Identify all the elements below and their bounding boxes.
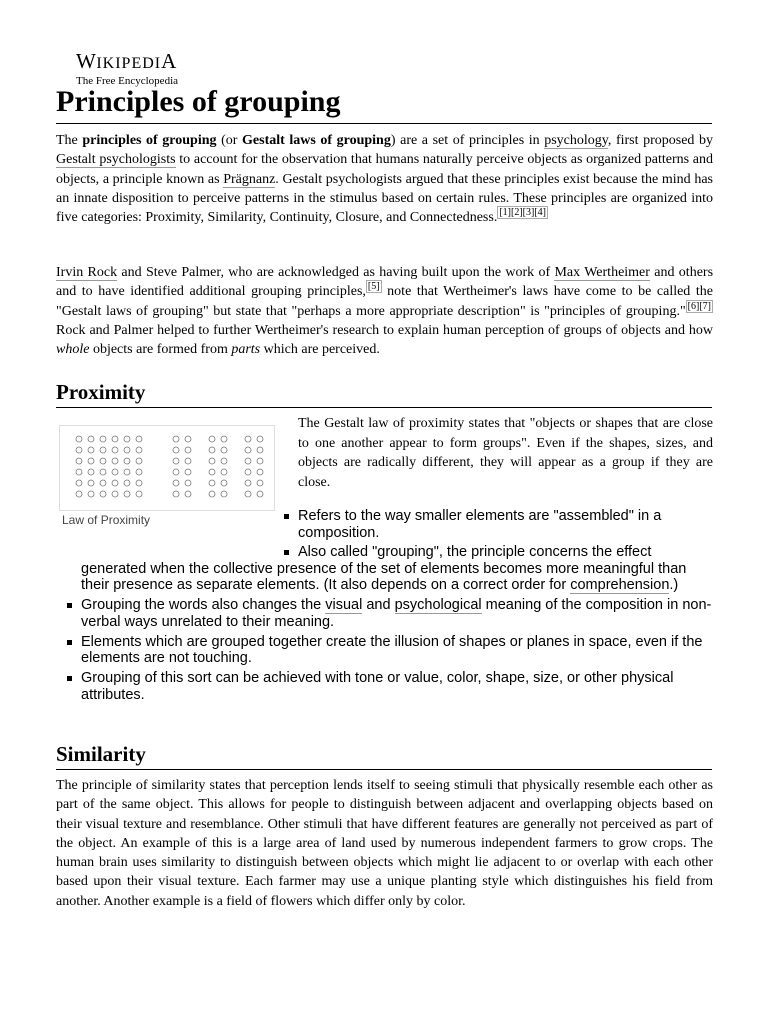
proximity-dot [221, 480, 227, 486]
proximity-dot [100, 480, 106, 486]
proximity-dot [88, 458, 94, 464]
proximity-dot [88, 480, 94, 486]
proximity-dot [100, 458, 106, 464]
proximity-dot [173, 458, 179, 464]
list-item: Also called "grouping", the principle concerns the effect generated when the collective presence of the set of elements becomes more meaningful than their presence as separate elements. (It also depends on a correct order for comprehension.) [81, 544, 713, 594]
reference-1-4[interactable]: [1][2][3][4] [499, 207, 546, 219]
proximity-dot [185, 491, 191, 497]
page-title: Principles of grouping [56, 84, 712, 124]
proximity-dot [100, 491, 106, 497]
proximity-dot [257, 447, 263, 453]
list-item: Grouping of this sort can be achieved with tone or value, color, shape, size, or other physical attributes. [81, 670, 713, 703]
similarity-paragraph: The principle of similarity states that perception lends itself to seeing stimuli that physically resemble each other as part of the same object. This allows for people to distinguish between adjacent and overlapping objects based on their visual texture and resemblance. Other stimuli that have different features are generally not perceived as part of the object. An example of this is a large area of land used by numerous independent farmers to grow crops. The human brain uses similarity to distinguish between objects which might lie adjacent to or overlap with each other based upon their visual texture. Each farmer may use a unique planting style which distinguishes his field from another. Another example is a field of flowers which differ only by color. [56, 778, 713, 909]
proximity-dot [245, 491, 251, 497]
intro-paragraph-1: The principles of grouping (or Gestalt laws of grouping) are a set of principles in psychology, first proposed by Gestalt psychologists to account for the observation that humans naturally perceive objects as organized patterns and objects, a principle known as Prägnanz. Gestalt psychologists argued that these principles exist because the mind has an innate disposition to perceive patterns in the stimulus based on certain rules. These principles are organized into five categories: Proximity, Similarity, Continuity, Closure, and Connectedness. [1][2][3][4] [56, 133, 714, 226]
wikipedia-logo[interactable] [76, 50, 178, 87]
proximity-dot [112, 458, 118, 464]
psychology-link[interactable]: psychology [544, 133, 608, 148]
gestalt-psychologists-link[interactable]: Gestalt psychologists [56, 152, 176, 168]
proximity-dot [221, 469, 227, 475]
proximity-dot [88, 491, 94, 497]
proximity-dot [136, 436, 142, 442]
proximity-dot [112, 436, 118, 442]
proximity-dot [88, 447, 94, 453]
proximity-dot [173, 447, 179, 453]
proximity-dot [221, 491, 227, 497]
list-item: Refers to the way smaller elements are "assembled" in a composition. [298, 508, 713, 541]
proximity-dot [173, 436, 179, 442]
figure-caption: Law of Proximity [62, 513, 151, 527]
proximity-dot [209, 480, 215, 486]
proximity-dot [136, 480, 142, 486]
proximity-dot [136, 469, 142, 475]
proximity-dot [76, 458, 82, 464]
proximity-dot [185, 469, 191, 475]
psychological-link[interactable]: psychological [394, 597, 482, 613]
proximity-dot [185, 480, 191, 486]
proximity-dot [124, 469, 130, 475]
proximity-dot [185, 458, 191, 464]
proximity-dot [76, 480, 82, 486]
proximity-dot [245, 436, 251, 442]
proximity-dot [88, 436, 94, 442]
proximity-dot [257, 458, 263, 464]
proximity-dot [136, 447, 142, 453]
proximity-dot [173, 469, 179, 475]
proximity-dot [257, 480, 263, 486]
proximity-dot [88, 469, 94, 475]
proximity-dot [209, 447, 215, 453]
proximity-dot [124, 436, 130, 442]
proximity-dot [76, 436, 82, 442]
proximity-dot [245, 469, 251, 475]
reference-5[interactable]: [5] [367, 281, 380, 293]
max-wertheimer-link[interactable]: Max Wertheimer [554, 265, 650, 280]
logo-tagline: The Free Encyclopedia [76, 75, 179, 87]
proximity-dot [112, 491, 118, 497]
visual-link[interactable]: visual [325, 597, 363, 613]
proximity-dot [100, 469, 106, 475]
proximity-dot [185, 447, 191, 453]
proximity-dot [76, 447, 82, 453]
proximity-dot [76, 469, 82, 475]
proximity-dot [221, 447, 227, 453]
proximity-dot [221, 458, 227, 464]
proximity-dot [112, 469, 118, 475]
proximity-dot [209, 469, 215, 475]
proximity-dot [112, 447, 118, 453]
proximity-dot [209, 458, 215, 464]
proximity-dot [185, 436, 191, 442]
proximity-description: The Gestalt law of proximity states that "objects or shapes that are close to one another appear to form groups". Even if the shapes, sizes, and objects are radically different, they will appear as a group if they are close. [298, 416, 713, 490]
proximity-dot [221, 436, 227, 442]
proximity-dot [257, 491, 263, 497]
proximity-dot [100, 447, 106, 453]
proximity-dot [136, 491, 142, 497]
proximity-dot [257, 469, 263, 475]
proximity-dot [100, 436, 106, 442]
irvin-rock-link[interactable]: Irvin Rock [56, 265, 118, 280]
comprehension-link[interactable]: comprehension [570, 577, 670, 593]
list-item: Elements which are grouped together create the illusion of shapes or planes in space, even if the elements are not touching. [81, 634, 713, 667]
proximity-dot [257, 436, 263, 442]
proximity-dot [124, 447, 130, 453]
proximity-list-top [298, 508, 713, 545]
list-item: Grouping the words also changes the visual and psychological meaning of the composition in non-verbal ways unrelated to their meaning. [81, 597, 712, 630]
proximity-dot [245, 480, 251, 486]
proximity-dot [124, 491, 130, 497]
proximity-dot [173, 491, 179, 497]
proximity-dot [209, 491, 215, 497]
proximity-dot [245, 447, 251, 453]
proximity-dot [124, 458, 130, 464]
proximity-dot [76, 491, 82, 497]
pragnanz-link[interactable]: Prägnanz [223, 171, 276, 187]
logo-wordmark: WIKIPEDIA [76, 49, 177, 73]
intro-paragraph-2: Irvin Rock and Steve Palmer, who are acknowledged as having built upon the work of Max Wertheimer and others and to have identified additional grouping principles, [5] note that Wertheimer's laws have come to be called the "Gestalt laws of grouping" but state that "perhaps a more appropriate description" is "principles of grouping." [6][7] Rock and Palmer helped to further Wertheimer's research to explain human perception of groups of objects and how whole objects are formed from parts which are perceived. [56, 265, 714, 358]
proximity-dot [112, 480, 118, 486]
proximity-dot [173, 480, 179, 486]
proximity-heading: Proximity [56, 379, 712, 408]
proximity-figure[interactable] [59, 425, 275, 511]
proximity-dot [209, 436, 215, 442]
proximity-dot [245, 458, 251, 464]
proximity-dot-grid [60, 426, 274, 510]
proximity-dot [136, 458, 142, 464]
similarity-heading: Similarity [56, 741, 712, 770]
proximity-dot [124, 480, 130, 486]
reference-6-7[interactable]: [6][7] [687, 300, 711, 312]
proximity-list [81, 544, 713, 707]
